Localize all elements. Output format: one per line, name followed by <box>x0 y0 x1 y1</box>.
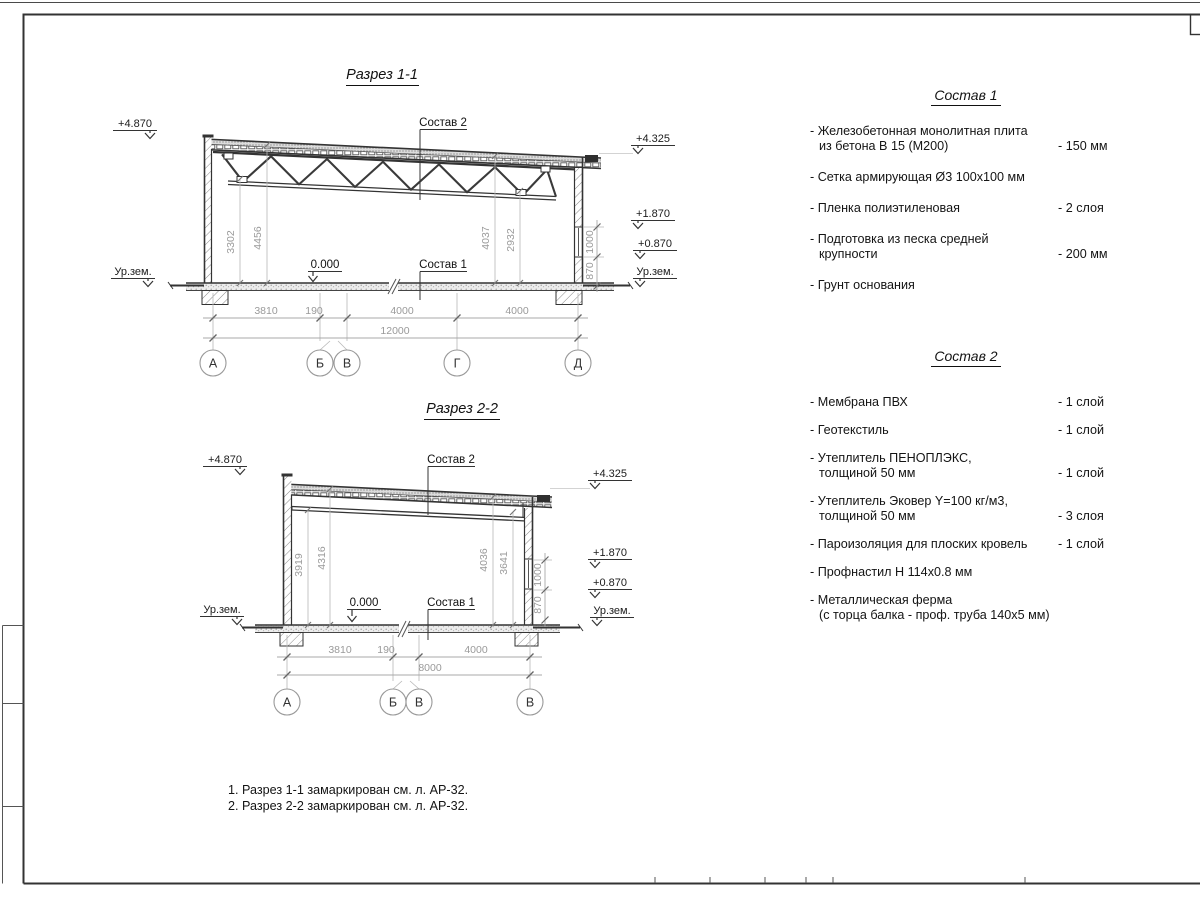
label2-sostav2: Состав 2 <box>427 454 475 466</box>
spec-item-value: - 1 слой <box>1058 466 1105 480</box>
walldim-1000: 1000 <box>584 230 596 254</box>
axis2-v1: В <box>414 695 424 710</box>
spec2-item-2 <box>810 423 1122 438</box>
label-zero: 0.000 <box>310 259 340 271</box>
axis-g: Г <box>453 356 461 371</box>
walldim-870: 870 <box>584 262 596 280</box>
spec-panel-sostav1 <box>810 88 1122 309</box>
spec-item-text: - Пленка полиэтиленовая <box>810 201 960 215</box>
roof-2 <box>283 484 552 508</box>
axis-bubbles-1 <box>200 350 591 376</box>
elev-ground-right: Ур.зем. <box>636 266 674 278</box>
vdims-1 <box>225 142 523 286</box>
dim-4000-2: 4000 <box>464 644 488 656</box>
spec-item-text: - Железобетонная монолитная плита <box>810 124 1028 138</box>
label-sostav1: Состав 1 <box>419 259 467 271</box>
spec-item-text: - Утеплитель ПЕНОПЛЭКС, <box>810 451 972 465</box>
dim-3810-2: 3810 <box>328 644 352 656</box>
axis-v: В <box>342 356 352 371</box>
spec-item-text: - Металлическая ферма <box>810 593 953 607</box>
vdim-3302: 3302 <box>225 230 237 254</box>
spec-item-text: - Пароизоляция для плоских кровель <box>810 537 1028 551</box>
spec1-item-5 <box>810 278 1122 293</box>
vdims-2 <box>293 486 516 628</box>
floor-2 <box>240 621 583 646</box>
spec-item-text: - Подготовка из песка средней <box>810 232 989 246</box>
spec2-item-3 <box>810 451 1122 481</box>
notes <box>228 783 468 814</box>
elev2-ground-left: Ур.зем. <box>203 604 241 616</box>
elev2-0870: +0.870 <box>593 577 627 589</box>
spec1-item-1 <box>810 124 1122 154</box>
axis-a: А <box>208 356 218 371</box>
spec-item-text2: из бетона В 15 (М200) <box>819 139 949 153</box>
spec1-item-2 <box>810 170 1122 185</box>
vdim-2932: 2932 <box>505 228 517 252</box>
section-2-2 <box>200 401 634 715</box>
spec2-item-7 <box>810 593 1122 623</box>
dim-190: 190 <box>305 305 323 317</box>
spec-item-text: - Мембрана ПВХ <box>810 395 908 409</box>
spec1-title-wrap <box>810 88 1122 106</box>
spec-item-text: - Сетка армирующая Ø3 100x100 мм <box>810 170 1025 184</box>
spec-item-text2: (с торца балка - проф. труба 140x5 мм) <box>819 608 1050 622</box>
spec2-title: Состав 2 <box>931 349 1000 367</box>
hdims-2 <box>277 635 542 690</box>
dim-190-2: 190 <box>377 644 395 656</box>
wall-dim-2 <box>532 553 552 627</box>
spec-item-text: - Утеплитель Эковер Y=100 кг/м3, <box>810 494 1008 508</box>
section1-title: Разрез 1-1 <box>346 67 418 83</box>
spec-item-value: - 2 слоя <box>1058 201 1104 215</box>
vdim-4037: 4037 <box>480 226 492 250</box>
spec-item-value: - 1 слой <box>1058 423 1105 437</box>
spec2-item-4 <box>810 494 1122 524</box>
elev-ground-left: Ур.зем. <box>114 266 152 278</box>
spec2-title-wrap <box>810 349 1122 367</box>
axis2-a: А <box>282 695 292 710</box>
wall-dim-1 <box>583 220 604 292</box>
vdim-4316: 4316 <box>316 546 328 570</box>
vdim-3919: 3919 <box>293 553 305 577</box>
spec2-item-1 <box>810 395 1122 410</box>
spec-item-text2: толщиной 50 мм <box>819 509 916 523</box>
spec-item-value: - 1 слой <box>1058 395 1105 409</box>
spec-panel-sostav2 <box>810 349 1122 636</box>
dim-3810: 3810 <box>254 305 278 317</box>
spec2-items <box>810 395 1122 623</box>
elev2-1870: +1.870 <box>593 547 627 559</box>
elev-0870: +0.870 <box>638 238 672 250</box>
axis-bubbles-2 <box>274 689 543 715</box>
axis-b: Б <box>315 356 325 371</box>
label-sostav2: Состав 2 <box>419 117 467 129</box>
spec-item-value: - 200 мм <box>1058 247 1108 261</box>
elev2-ground-right: Ур.зем. <box>593 605 631 617</box>
labels-2 <box>347 454 475 640</box>
dim-12000: 12000 <box>380 325 410 337</box>
elev-4325: +4.325 <box>636 133 670 145</box>
axis2-b: Б <box>388 695 398 710</box>
spec-item-text: - Геотекстиль <box>810 423 889 437</box>
walldim2-870: 870 <box>532 596 544 614</box>
elev2-4870: +4.870 <box>208 454 242 466</box>
elev-1870: +1.870 <box>636 208 670 220</box>
label2-sostav1: Состав 1 <box>427 597 475 609</box>
floor-1 <box>168 279 633 305</box>
spec2-item-5 <box>810 537 1122 552</box>
note-1: 1. Разрез 1-1 замаркирован см. л. АР-32. <box>228 783 469 797</box>
elevations-2 <box>200 454 634 626</box>
dim-4000a: 4000 <box>390 305 414 317</box>
spec2-item-6 <box>810 565 1122 580</box>
hdims-1 <box>203 293 588 350</box>
elev2-4325: +4.325 <box>593 468 627 480</box>
walldim2-1000: 1000 <box>532 563 544 587</box>
dim-4000b: 4000 <box>505 305 529 317</box>
vdim-4456: 4456 <box>252 226 264 250</box>
label2-zero: 0.000 <box>349 597 379 609</box>
axis2-v2: В <box>525 695 535 710</box>
note-2: 2. Разрез 2-2 замаркирован см. л. АР-32. <box>228 798 469 813</box>
spec1-item-4 <box>810 232 1122 262</box>
elevations-1 <box>111 118 677 287</box>
spec-item-text: - Грунт основания <box>810 278 915 292</box>
left-margin-cells <box>3 626 24 884</box>
section2-title: Разрез 2-2 <box>426 401 498 417</box>
vdim-3641: 3641 <box>498 551 510 575</box>
spec-item-text: - Профнастил Н 114x0.8 мм <box>810 565 973 579</box>
spec-item-text2: крупности <box>819 247 878 261</box>
axis-d: Д <box>573 356 583 371</box>
spec1-title: Состав 1 <box>931 88 1000 106</box>
section-1-1 <box>111 67 677 376</box>
spec1-item-3 <box>810 201 1122 216</box>
spec-item-text2: толщиной 50 мм <box>819 466 916 480</box>
spec-item-value: - 1 слой <box>1058 537 1105 551</box>
spec-item-value: - 150 мм <box>1058 139 1108 153</box>
title-block-ticks <box>655 877 1025 883</box>
spec1-items <box>810 124 1122 293</box>
spec-item-value: - 3 слоя <box>1058 509 1104 523</box>
dim-8000: 8000 <box>418 662 442 674</box>
elev-4870: +4.870 <box>118 118 152 130</box>
vdim-4036: 4036 <box>478 548 490 572</box>
beam-2 <box>292 503 526 521</box>
